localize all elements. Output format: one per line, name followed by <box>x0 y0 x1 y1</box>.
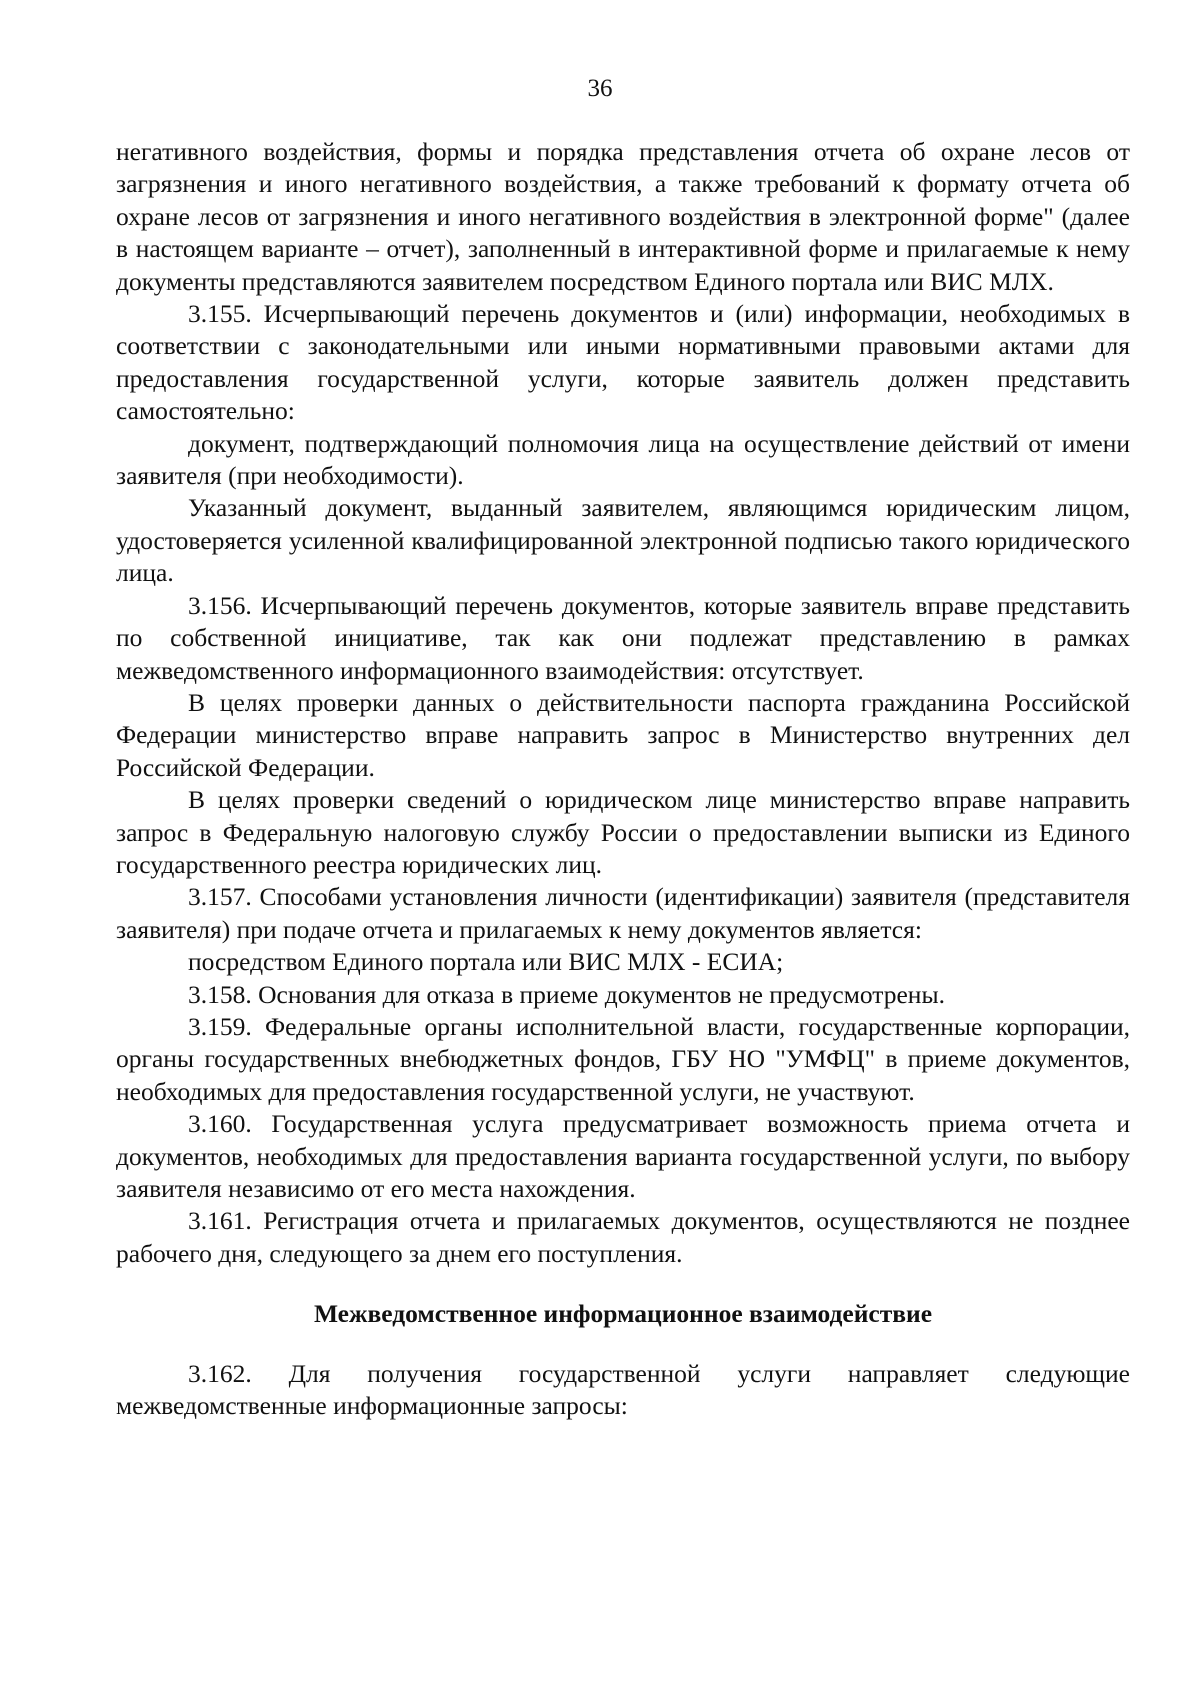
paragraph-3-162: 3.162. Для получения государственной услуги направляет следующие межведомственные информационные запросы: <box>116 1358 1130 1421</box>
paragraph-3-159: 3.159. Федеральные органы исполнительной власти, государственные корпорации, органы государственных внебюджетных фондов, ГБУ НО "УМФЦ" в приеме документов, необходимых для предоставления государственной услуги, не участвуют. <box>116 1011 1130 1106</box>
paragraph-authority-document: документ, подтверждающий полномочия лица на осуществление действий от имени заявителя (при необходимости). <box>116 428 1130 491</box>
paragraph-electronic-signature: Указанный документ, выданный заявителем, являющимся юридическим лицом, удостоверяется усиленной квалифицированной электронной подписью такого юридического лица. <box>116 493 1130 588</box>
paragraph-3-157: 3.157. Способами установления личности (идентификации) заявителя (представителя заявителя) при подаче отчета и прилагаемых к нему документов является: <box>116 882 1130 944</box>
paragraph-legal-entity-check: В целях проверки сведений о юридическом лице министерство вправе направить запрос в Федеральную налоговую службу России о предоставлении выписки из Единого государственного реестра юридических лиц. <box>116 785 1130 879</box>
paragraph-3-158: 3.158. Основания для отказа в приеме документов не предусмотрены. <box>188 979 945 1009</box>
paragraph-3-156: 3.156. Исчерпывающий перечень документов, которые заявитель вправе представить по собственной инициативе, так как они подлежат представлению в рамках межведомственного информационного взаимодействия: отсутствует. <box>116 590 1130 685</box>
paragraph-passport-check: В целях проверки данных о действительности паспорта гражданина Российской Федерации министерство вправе направить запрос в Министерство внутренних дел Российской Федерации. <box>116 687 1130 782</box>
paragraph-esia: посредством Единого портала или ВИС МЛХ - ЕСИА; <box>188 947 784 977</box>
document-body <box>116 136 1130 1422</box>
paragraph-3-161: 3.161. Регистрация отчета и прилагаемых документов, осуществляются не позднее рабочего дня, следующего за днем его поступления. <box>116 1206 1130 1268</box>
paragraph-continuation: негативного воздействия, формы и порядка представления отчета об охране лесов от загрязнения и иного негативного воздействия, а также требований к формату отчета об охране лесов от загрязнения и иного негативного воздействия в электронной форме" (далее в настоящем варианте – отчет), заполненный в интерактивной форме и прилагаемые к нему документы представляются заявителем посредством Единого портала или ВИС МЛХ. <box>116 137 1130 296</box>
paragraph-3-155: 3.155. Исчерпывающий перечень документов и (или) информации, необходимых в соответствии с законодательными или иными нормативными правовыми актами для предоставления государственной услуги, которые заявитель должен представить самостоятельно: <box>116 299 1130 426</box>
page-number: 36 <box>587 75 613 102</box>
paragraph-3-160: 3.160. Государственная услуга предусматривает возможность приема отчета и документов, необходимых для предоставления варианта государственной услуги, по выбору заявителя независимо от его места нахождения. <box>116 1109 1130 1203</box>
section-heading: Межведомственное информационное взаимодействие <box>313 1299 933 1329</box>
